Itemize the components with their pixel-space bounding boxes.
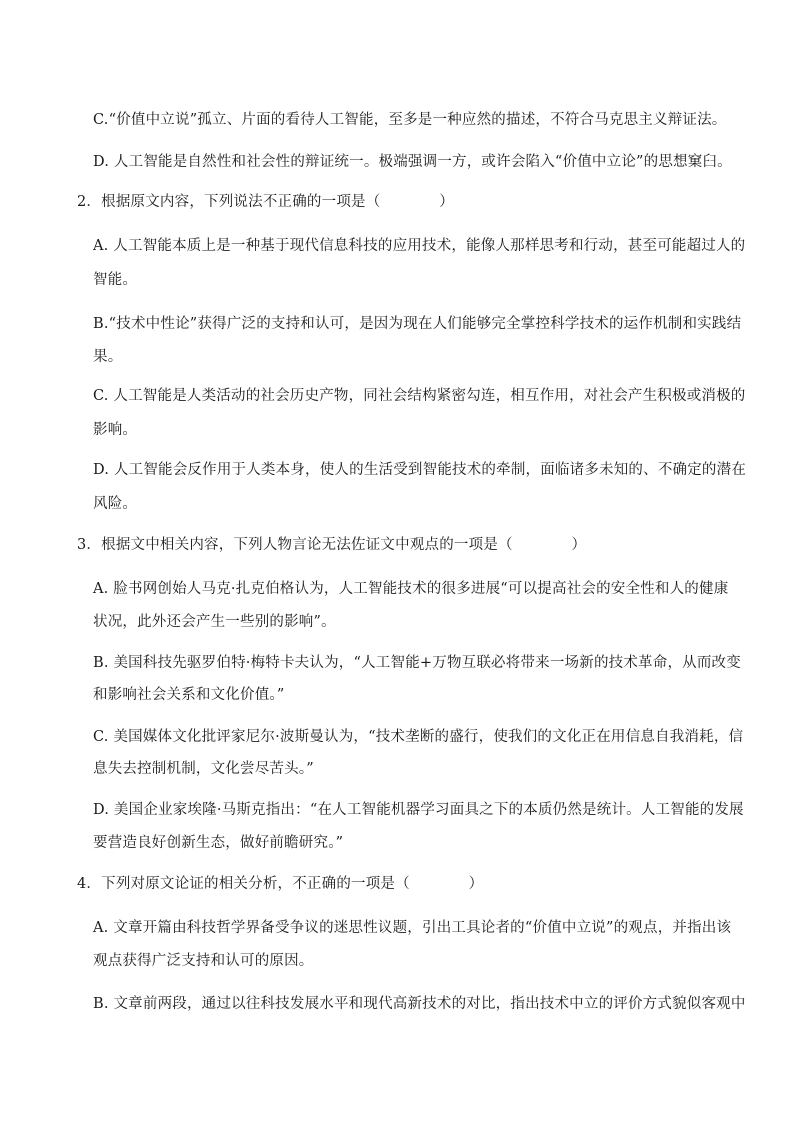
option-3-d-line-1: D. 美国企业家埃隆·马斯克指出：“在人工智能机器学习面具之下的本质仍然是统计。人工智能的发展 bbox=[93, 802, 744, 818]
question-2-stem: 2．根据原文内容，下列说法不正确的一项是（ ） bbox=[77, 194, 454, 210]
option-2-c-line-2: 影响。 bbox=[93, 422, 138, 438]
option-2-a-line-1: A. 人工智能本质上是一种基于现代信息科技的应用技术，能像人那样思考和行动，甚至可能超过人的 bbox=[93, 238, 746, 254]
option-3-a-line-1: A. 脸书网创始人马克·扎克伯格认为，人工智能技术的很多进展“可以提高社会的安全性和人的健康 bbox=[93, 581, 729, 597]
option-2-d-line-1: D. 人工智能会反作用于人类本身，使人的生活受到智能技术的牵制，面临诸多未知的、不确定的潜在 bbox=[93, 462, 747, 478]
question-4-stem: 4．下列对原文论证的相关分析，不正确的一项是（ ） bbox=[77, 876, 484, 892]
option-4-b-line-1: B. 文章前两段，通过以往科技发展水平和现代高新技术的对比，指出技术中立的评价方式貌似客观中 bbox=[93, 996, 746, 1012]
option-2-b-line-2: 果。 bbox=[93, 349, 123, 365]
option-3-d-line-2: 要营造良好创新生态，做好前瞻研究。” bbox=[93, 835, 344, 851]
option-3-c-line-1: C. 美国媒体文化批评家尼尔·波斯曼认为，“技术垄断的盛行，使我们的文化正在用信息自我消耗，信 bbox=[93, 729, 744, 745]
option-2-d-line-2: 风险。 bbox=[93, 496, 138, 512]
option-4-a-line-1: A. 文章开篇由科技哲学界备受争议的迷思性议题，引出工具论者的“价值中立说”的观点，并指出该 bbox=[93, 920, 732, 936]
option-3-b-line-1: B. 美国科技先驱罗伯特·梅特卡夫认为，“人工智能+万物互联必将带来一场新的技术革命，从而改变 bbox=[93, 655, 741, 671]
option-3-a-line-2: 状况，此外还会产生一些别的影响”。 bbox=[93, 614, 336, 630]
option-1-d: D. 人工智能是自然性和社会性的辩证统一。极端强调一方，或许会陷入“价值中立论”的思想窠臼。 bbox=[93, 154, 732, 170]
option-3-c-line-2: 息失去控制机制，文化尝尽苦头。” bbox=[93, 761, 314, 777]
option-3-b-line-2: 和影响社会关系和文化价值。” bbox=[93, 687, 285, 703]
option-4-a-line-2: 观点获得广泛支持和认可的原因。 bbox=[93, 953, 314, 969]
option-1-c: C.“价值中立说”孤立、片面的看待人工智能，至多是一种应然的描述，不符合马克思主义辩证法。 bbox=[93, 112, 727, 128]
option-2-b-line-1: B.“技术中性论”获得广泛的支持和认可，是因为现在人们能够完全掌控科学技术的运作机制和实践结 bbox=[93, 316, 742, 332]
option-2-c-line-1: C. 人工智能是人类活动的社会历史产物，同社会结构紧密勾连，相互作用，对社会产生积极或消极的 bbox=[93, 388, 746, 404]
question-3-stem: 3．根据文中相关内容，下列人物言论无法佐证文中观点的一项是（ ） bbox=[77, 537, 587, 553]
option-2-a-line-2: 智能。 bbox=[93, 272, 138, 288]
